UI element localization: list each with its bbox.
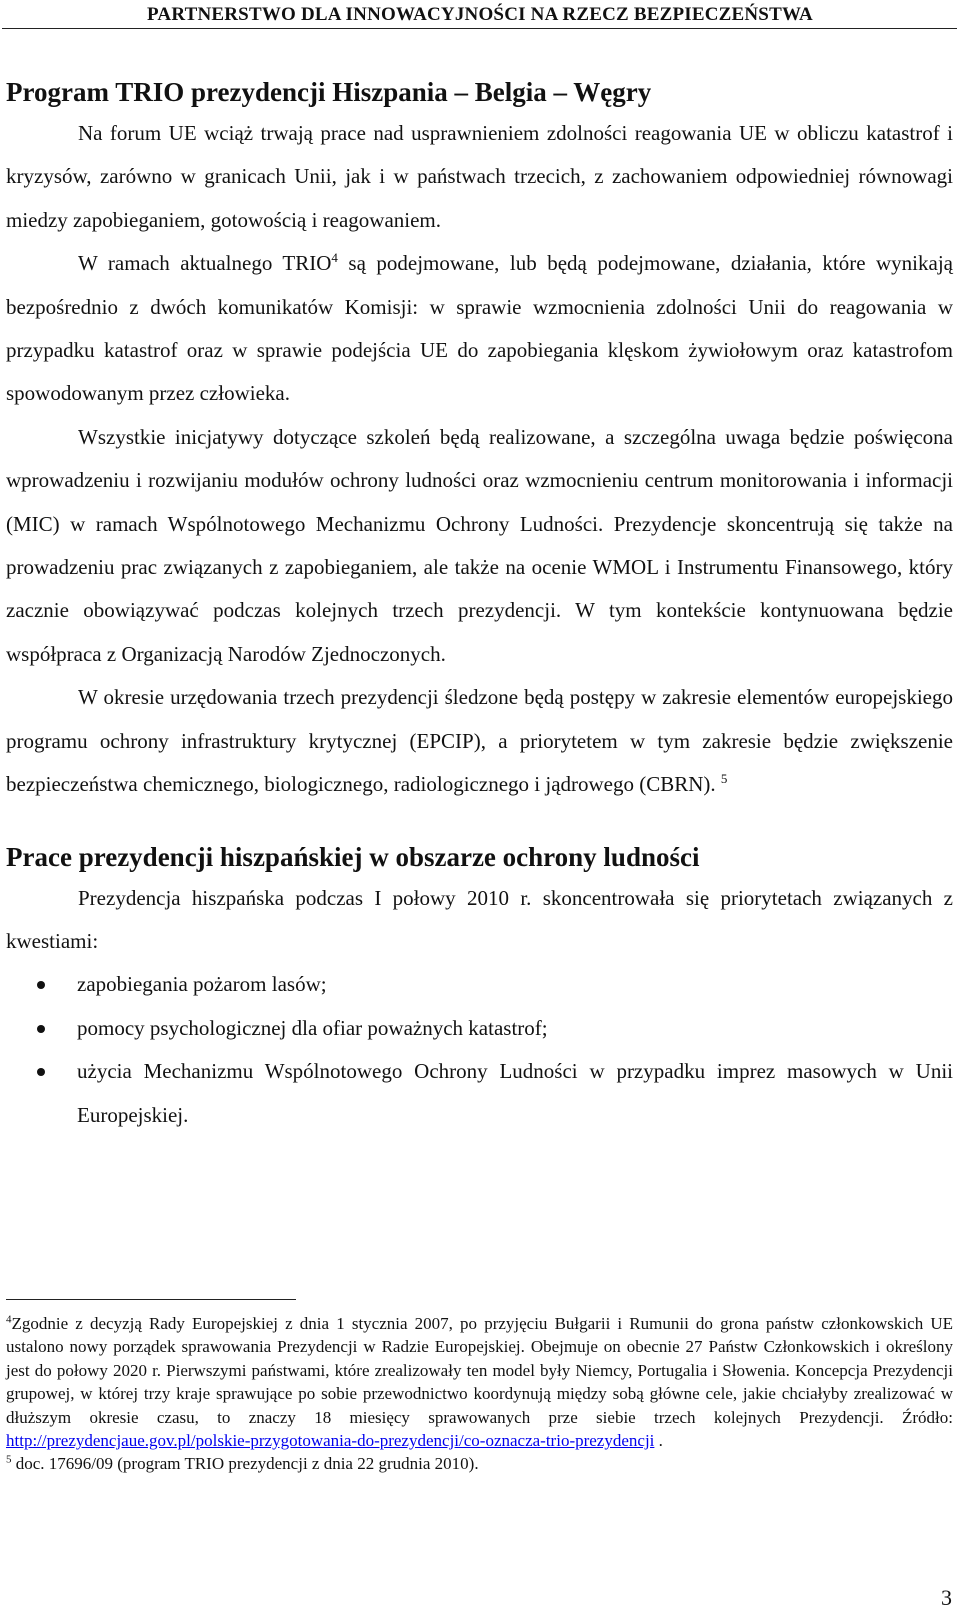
footnote-ref-5[interactable]: 5	[720, 771, 728, 787]
bullet-icon	[37, 1025, 45, 1033]
main-content	[6, 72, 953, 1137]
paragraph-trio-actions	[6, 242, 953, 416]
list-item	[6, 1050, 953, 1137]
footnote-number: 5	[6, 1453, 12, 1466]
list-item	[6, 963, 953, 1006]
running-header: PARTNERSTWO DLA INNOWACYJNOŚCI NA RZECZ BEZPIECZEŃSTWA	[147, 4, 813, 25]
page-number: 3	[941, 1585, 952, 1610]
footnote-5	[6, 1452, 953, 1475]
header-divider	[2, 28, 957, 29]
list-item-text: użycia Mechanizmu Wspólnotowego Ochrony Ludności w przypadku imprez masowych w Unii Europejskiej.	[77, 1059, 953, 1127]
bullet-icon	[37, 1068, 45, 1076]
footnote-divider	[6, 1299, 296, 1300]
footnotes	[6, 1312, 953, 1476]
paragraph-epcip	[6, 676, 953, 806]
paragraph-text: W okresie urzędowania trzech prezydencji śledzone będą postępy w zakresie elementów europejskiego programu ochrony infrastruktury krytycznej (EPCIP), a priorytetem w tym zakresie będzie zwiększenie bezpieczeństwa chemicznego, biologicznego, radiologicznego i jądrowego (CBRN).	[6, 685, 953, 797]
footnote-number: 4	[6, 1313, 12, 1326]
list-item-text: pomocy psychologicznej dla ofiar poważnych katastrof;	[77, 1015, 548, 1040]
paragraph-trainings: Wszystkie inicjatywy dotyczące szkoleń będą realizowane, a szczególna uwaga będzie poświęcona wprowadzeniu i rozwijaniu modułów ochrony ludności oraz wzmocnieniu centrum monitorowania i informacji (MIC) w ramach Wspólnotowego Mechanizmu Ochrony Ludności. Prezydencje skoncentrują się także na prowadzeniu prac związanych z zapobieganiem, ale także na ocenie WMOL i Instrumentu Finansowego, który zacznie obowiązywać podczas kolejnych trzech prezydencji. W tym kontekście kontynuowana będzie współpraca z Organizacją Narodów Zjednoczonych.	[6, 424, 953, 666]
paragraph-text: W ramach aktualnego TRIO	[78, 251, 332, 276]
list-item-text: zapobiegania pożarom lasów;	[77, 972, 327, 997]
footnote-ref-4[interactable]: 4	[331, 250, 338, 266]
paragraph-spanish-priorities: Prezydencja hiszpańska podczas I połowy 2010 r. skoncentrowała się priorytetach związanych z kwestiami:	[6, 885, 953, 953]
section-heading-trio: Program TRIO prezydencji Hiszpania – Belgia – Węgry	[6, 77, 652, 107]
source-link[interactable]: http://prezydencjaue.gov.pl/polskie-przygotowania-do-prezydencji/co-oznacza-trio-prezydencji	[6, 1431, 655, 1451]
bullet-icon	[37, 981, 45, 989]
priorities-list	[6, 963, 953, 1137]
section-heading-spanish-presidency: Prace prezydencji hiszpańskiej w obszarze ochrony ludności	[6, 841, 700, 872]
list-item	[6, 1007, 953, 1050]
paragraph-trio-intro: Na forum UE wciąż trwają prace nad usprawnieniem zdolności reagowania UE w obliczu katastrof i kryzysów, zarówno w granicach Unii, jak i w państwach trzecich, z zachowaniem odpowiedniej równowagi miedzy zapobieganiem, gotowością i reagowaniem.	[6, 121, 953, 232]
paragraph-text: są podejmowane, lub będą podejmowane, działania, które wynikają bezpośrednio z dwóch komunikatów Komisji: w sprawie wzmocnienia zdolności Unii do reagowania w przypadku katastrof oraz w sprawie podejścia UE do zapobiegania klęskom żywiołowym oraz katastrofom spowodowanym przez człowieka.	[6, 251, 953, 406]
footnote-4	[6, 1312, 953, 1452]
footnote-text: .	[654, 1431, 663, 1451]
footnote-text: doc. 17696/09 (program TRIO prezydencji z dnia 22 grudnia 2010).	[11, 1454, 479, 1474]
footnote-text: Zgodnie z decyzją Rady Europejskiej z dnia 1 stycznia 2007, po przyjęciu Bułgarii i Rumunii do grona państw członkowskich UE ustalono nowy porządek sprawowania Prezydencji w Radzie Europejskiej. Obejmuje on obecnie 27 Państw Członkowskich i określony jest do połowy 2020 r. Pierwszymi państwami, które zrealizowały ten model były Niemcy, Portugalia i Słowenia. Koncepcja Prezydencji grupowej, w której trzy kraje sprawujące po sobie przewodnictwo koordynują między sobą główne cele, jakie chciałyby zrealizować w dłuższym okresie czasu, to znaczy 18 miesięcy sprawowanych prze siebie trzech kolejnych Prezydencji. Źródło:	[6, 1314, 953, 1427]
